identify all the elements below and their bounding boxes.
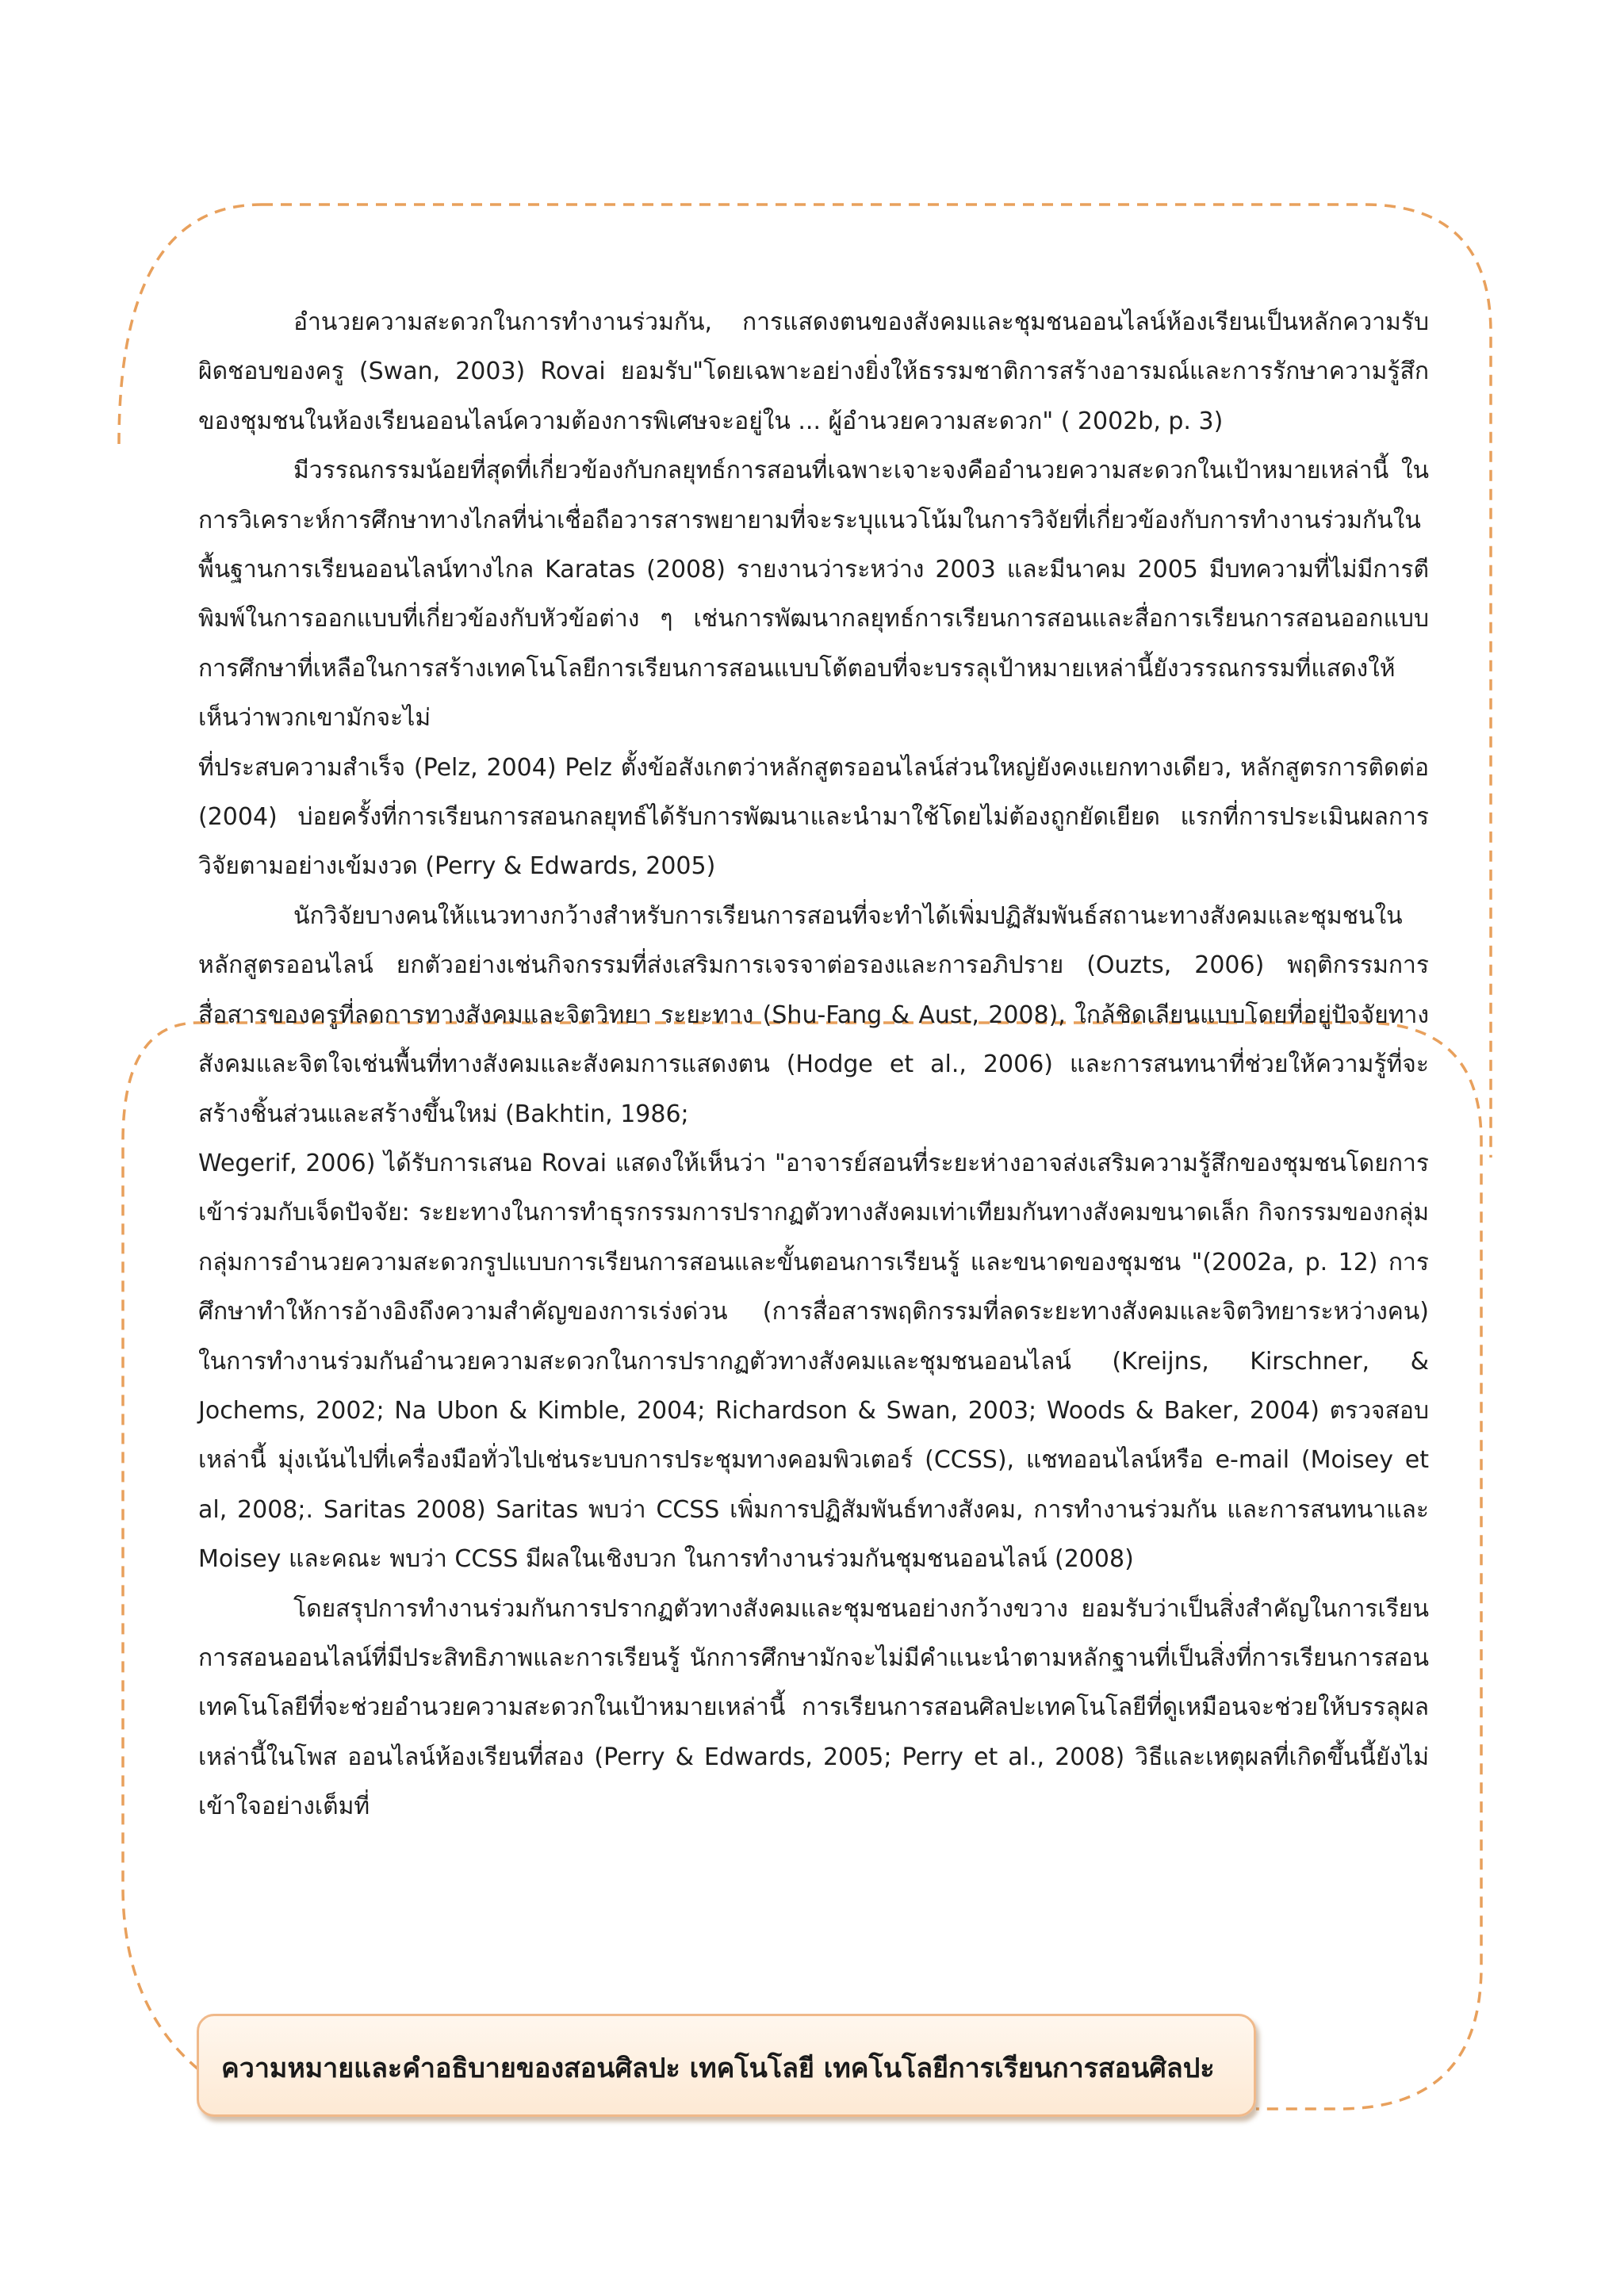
paragraph-3: ที่ประสบความสำเร็จ (Pelz, 2004) Pelz ตั้งข้อสังเกตว่าหลักสูตรออนไลน์ส่วนใหญ่ยังคงแยกทางเดียว, หลักสูตรการติดต่อ (2004) บ่อยครั้งที่การเรียนการสอนกลยุทธ์ได้รับการพัฒนาและนำมาใช้โดยไม่ต้องถูกยัดเยียด แรกที่การประเมินผลการวิจัยตามอย่างเข้มงวด (Perry & Edwards, 2005)	[198, 753, 1429, 881]
paragraph-2: มีวรรณกรรมน้อยที่สุดที่เกี่ยวข้องกับกลยุทธ์การสอนที่เฉพาะเจาะจงคืออำนวยความสะดวกในเป้าหมายเหล่านี้ ในการวิเคราะห์การศึกษาทางไกลที่น่าเชื่อถือวารสารพยายามที่จะระบุแนวโน้มในการวิจัยที่เกี่ยวข้องกับการทำงานร่วมกันใน พื้นฐานการเรียนออนไลน์ทางไกล Karatas (2008) รายงานว่าระหว่าง 2003 และมีนาคม 2005 มีบทความที่ไม่มีการตีพิมพ์ในการออกแบบที่เกี่ยวข้องกับหัวข้อต่าง ๆ เช่นการพัฒนากลยุทธ์การเรียนการสอนและสื่อการเรียนการสอนออกแบบ การศึกษาที่เหลือในการสร้างเทคโนโลยีการเรียนการสอนแบบโต้ตอบที่จะบรรลุเป้าหมายเหล่านี้ยังวรรณกรรมที่แสดงให้เห็นว่าพวกเขามักจะไม่	[198, 457, 1429, 733]
paragraph-5: Wegerif, 2006) ได้รับการเสนอ Rovai แสดงให้เห็นว่า "อาจารย์สอนที่ระยะห่างอาจส่งเสริมความรู้สึกของชุมชนโดยการเข้าร่วมกับเจ็ดปัจจัย: ระยะทางในการทำธุรกรรมการปรากฏตัวทางสังคมเท่าเทียมกันทางสังคมขนาดเล็ก กิจกรรมของกลุ่มกลุ่มการอำนวยความสะดวกรูปแบบการเรียนการสอนและขั้นตอนการเรียนรู้ และขนาดของชุมชน "(2002a, p. 12) การศึกษาทำให้การอ้างอิงถึงความสำคัญของการเร่งด่วน (การสื่อสารพฤติกรรมที่ลดระยะทางสังคมและจิตวิทยาระหว่างคน) ในการทำงานร่วมกันอำนวยความสะดวกในการปรากฏตัวทางสังคมและชุมชนออนไลน์ (Kreijns, Kirschner, & Jochems, 2002; Na Ubon & Kimble, 2004; Richardson & Swan, 2003; Woods & Baker, 2004) ตรวจสอบเหล่านี้ มุ่งเน้นไปที่เครื่องมือทั่วไปเช่นระบบการประชุมทางคอมพิวเตอร์ (CCSS), แชทออนไลน์หรือ e-mail (Moisey et al, 2008;. Saritas 2008) Saritas พบว่า CCSS เพิ่มการปฏิสัมพันธ์ทางสังคม, การทำงานร่วมกัน และการสนทนาและ Moisey และคณะ พบว่า CCSS มีผลในเชิงบวก ในการทำงานร่วมกันชุมชนออนไลน์ (2008)	[198, 1149, 1429, 1574]
paragraph-6: โดยสรุปการทำงานร่วมกันการปรากฏตัวทางสังคมและชุมชนอย่างกว้างขวาง ยอมรับว่าเป็นสิ่งสำคัญในการเรียนการสอนออนไลน์ที่มีประสิทธิภาพและการเรียนรู้ นักการศึกษามักจะไม่มีคำแนะนำตามหลักฐานที่เป็นสิ่งที่การเรียนการสอนเทคโนโลยีที่จะช่วยอำนวยความสะดวกในเป้าหมายเหล่านี้ การเรียนการสอนศิลปะเทคโนโลยีที่ดูเหมือนจะช่วยให้บรรลุผลเหล่านี้ในโพส ออนไลน์ห้องเรียนที่สอง (Perry & Edwards, 2005; Perry et al., 2008) วิธีและเหตุผลที่เกิดขึ้นนี้ยังไม่เข้าใจอย่างเต็มที่	[198, 1594, 1429, 1821]
paragraph-1: อำนวยความสะดวกในการทำงานร่วมกัน, การแสดงตนของสังคมและชุมชนออนไลน์ห้องเรียนเป็นหลักความรับผิดชอบของครู (Swan, 2003) Rovai ยอมรับ"โดยเฉพาะอย่างยิ่งให้ธรรมชาติการสร้างอารมณ์และการรักษาความรู้สึกของชุมชนในห้องเรียนออนไลน์ความต้องการพิเศษจะอยู่ใน ... ผู้อำนวยความสะดวก" ( 2002b, p. 3)	[198, 308, 1429, 435]
body-text	[198, 298, 1429, 1832]
paragraph-4: นักวิจัยบางคนให้แนวทางกว้างสำหรับการเรียนการสอนที่จะทำได้เพิ่มปฏิสัมพันธ์สถานะทางสังคมและชุมชนในหลักสูตรออนไลน์ ยกตัวอย่างเช่นกิจกรรมที่ส่งเสริมการเจรจาต่อรองและการอภิปราย (Ouzts, 2006) พฤติกรรมการสื่อสารของครูที่ลดการทางสังคมและจิตวิทยา ระยะทาง (Shu-Fang & Aust, 2008), ใกล้ชิดเลียนแบบโดยที่อยู่ปัจจัยทางสังคมและจิตใจเช่นพื้นที่ทางสังคมและสังคมการแสดงตน (Hodge et al., 2006) และการสนทนาที่ช่วยให้ความรู้ที่จะสร้างชิ้นส่วนและสร้างขึ้นใหม่ (Bakhtin, 1986;	[198, 901, 1429, 1128]
section-heading-box	[197, 2014, 1256, 2117]
section-heading: ความหมายและคำอธิบายของสอนศิลปะ เทคโนโลยี เทคโนโลยีการเรียนการสอนศิลปะ	[221, 2053, 1215, 2084]
